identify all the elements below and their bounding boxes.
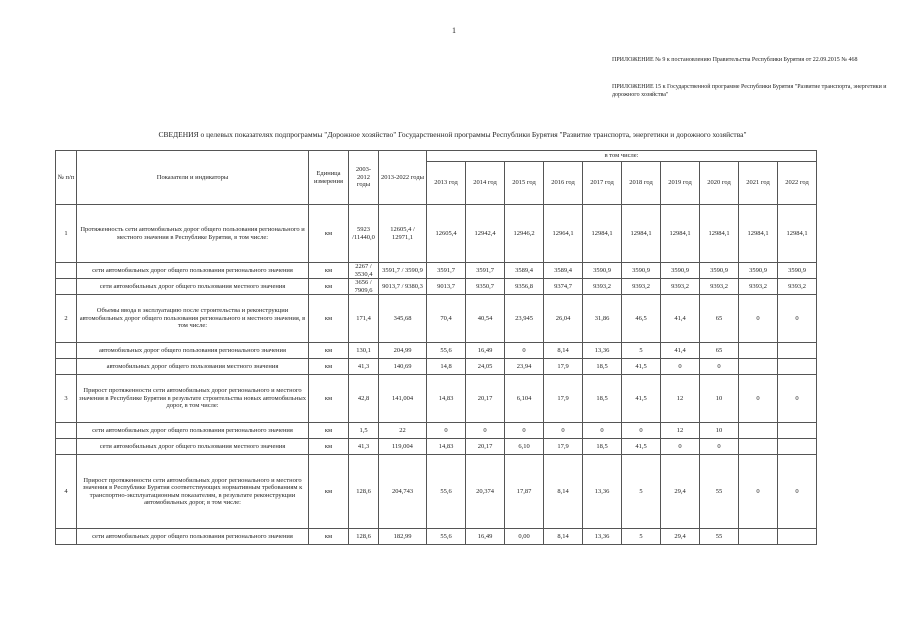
- year-value-cell: 12984,1: [622, 205, 661, 263]
- period-2003-2012-cell: 1,5: [349, 423, 379, 439]
- year-value-cell: 3589,4: [544, 263, 583, 279]
- year-value-cell: 3591,7: [427, 263, 466, 279]
- unit-cell: км: [309, 439, 349, 455]
- year-value-cell: 12605,4: [427, 205, 466, 263]
- period-2003-2012-cell: 2267 / 3530,4: [349, 263, 379, 279]
- indicator-name: сети автомобильных дорог общего пользования регионального значения: [77, 423, 309, 439]
- year-value-cell: 3590,9: [583, 263, 622, 279]
- row-number: 3: [56, 375, 77, 423]
- year-value-cell: 9393,2: [739, 279, 778, 295]
- year-value-cell: [739, 343, 778, 359]
- indicator-name: сети автомобильных дорог общего пользования регионального значения: [77, 263, 309, 279]
- year-value-cell: 46,5: [622, 295, 661, 343]
- table-row: [56, 343, 817, 359]
- table-row: [56, 529, 817, 545]
- year-value-cell: 0: [778, 375, 817, 423]
- year-value-cell: [739, 439, 778, 455]
- period-2003-2012-cell: 41,3: [349, 359, 379, 375]
- indicator-name: Прирост протяженности сети автомобильных дорог регионального и местного значения в Республике Бурятия в результате строительства новых автомобильных дорог, в том числе:: [77, 375, 309, 423]
- table-row: [56, 263, 817, 279]
- year-value-cell: 9393,2: [700, 279, 739, 295]
- year-value-cell: 9374,7: [544, 279, 583, 295]
- period-2013-2022-cell: 204,99: [379, 343, 427, 359]
- year-value-cell: 8,14: [544, 343, 583, 359]
- year-value-cell: 0: [544, 423, 583, 439]
- year-value-cell: 14,83: [427, 439, 466, 455]
- header-unit: Единица измерения: [309, 151, 349, 205]
- table-row: [56, 205, 817, 263]
- year-value-cell: 0,00: [505, 529, 544, 545]
- row-number: 4: [56, 455, 77, 529]
- year-value-cell: [739, 423, 778, 439]
- unit-cell: км: [309, 423, 349, 439]
- year-value-cell: [778, 529, 817, 545]
- year-value-cell: 9393,2: [778, 279, 817, 295]
- year-value-cell: 3590,9: [622, 263, 661, 279]
- year-value-cell: 3591,7: [466, 263, 505, 279]
- year-value-cell: 12: [661, 423, 700, 439]
- year-value-cell: 10: [700, 375, 739, 423]
- unit-cell: км: [309, 455, 349, 529]
- appendix-note-2: ПРИЛОЖЕНИЕ 15 к Государственной программе Республики Бурятия "Развитие транспорта, энергетики и дорожного хозяйства": [612, 84, 887, 98]
- indicator-name: Прирост протяженности сети автомобильных дорог регионального и местного значения в Республике Бурятия соответствующих нормативным требованиям к транспортно-эксплуатационным показателям, в результате реконструкции автомобильных дорог, в том числе:: [77, 455, 309, 529]
- year-value-cell: 29,4: [661, 529, 700, 545]
- period-2003-2012-cell: 3656 / 7909,6: [349, 279, 379, 295]
- year-value-cell: 55,6: [427, 343, 466, 359]
- year-value-cell: 0: [778, 295, 817, 343]
- year-value-cell: [778, 343, 817, 359]
- year-value-cell: 55,6: [427, 455, 466, 529]
- year-value-cell: 41,4: [661, 295, 700, 343]
- year-value-cell: 3590,9: [739, 263, 778, 279]
- period-2013-2022-cell: 12605,4 / 12971,1: [379, 205, 427, 263]
- year-value-cell: 12946,2: [505, 205, 544, 263]
- header-year: 2015 год: [505, 162, 544, 205]
- year-value-cell: 12964,1: [544, 205, 583, 263]
- unit-cell: км: [309, 295, 349, 343]
- year-value-cell: 16,49: [466, 343, 505, 359]
- year-value-cell: 0: [622, 423, 661, 439]
- year-value-cell: [778, 423, 817, 439]
- document-title: СВЕДЕНИЯ о целевых показателях подпрограммы "Дорожное хозяйство" Государственной программы Республики Бурятия "Развитие транспорта, энергетики и дорожного хозяйства": [158, 130, 747, 139]
- year-value-cell: 55,6: [427, 529, 466, 545]
- indicator-name: сети автомобильных дорог общего пользования местного значения: [77, 279, 309, 295]
- header-including: в том числе:: [427, 151, 817, 162]
- year-value-cell: 18,5: [583, 439, 622, 455]
- year-value-cell: 8,14: [544, 455, 583, 529]
- year-value-cell: 0: [505, 343, 544, 359]
- year-value-cell: 70,4: [427, 295, 466, 343]
- header-year: 2018 год: [622, 162, 661, 205]
- year-value-cell: 14,83: [427, 375, 466, 423]
- period-2003-2012-cell: 128,6: [349, 529, 379, 545]
- period-2013-2022-cell: 3591,7 / 3590,9: [379, 263, 427, 279]
- year-value-cell: 5: [622, 455, 661, 529]
- year-value-cell: 0: [505, 423, 544, 439]
- table-row: [56, 455, 817, 529]
- row-number: 1: [56, 205, 77, 263]
- period-2013-2022-cell: 141,004: [379, 375, 427, 423]
- indicator-name: сети автомобильных дорог общего пользования местного значения: [77, 439, 309, 455]
- year-value-cell: 8,14: [544, 529, 583, 545]
- year-value-cell: 55: [700, 529, 739, 545]
- year-value-cell: 0: [700, 439, 739, 455]
- year-value-cell: 41,5: [622, 359, 661, 375]
- period-2013-2022-cell: 22: [379, 423, 427, 439]
- period-2003-2012-cell: 41,3: [349, 439, 379, 455]
- year-value-cell: 29,4: [661, 455, 700, 529]
- header-year: 2020 год: [700, 162, 739, 205]
- year-value-cell: 12984,1: [739, 205, 778, 263]
- table-row: [56, 375, 817, 423]
- year-value-cell: 12942,4: [466, 205, 505, 263]
- period-2013-2022-cell: 140,69: [379, 359, 427, 375]
- row-number: [56, 263, 77, 279]
- year-value-cell: 41,5: [622, 375, 661, 423]
- period-2013-2022-cell: 119,004: [379, 439, 427, 455]
- year-value-cell: 65: [700, 295, 739, 343]
- indicator-name: сети автомобильных дорог общего пользования регионального значения: [77, 529, 309, 545]
- year-value-cell: [778, 439, 817, 455]
- year-value-cell: 9393,2: [583, 279, 622, 295]
- header-year: 2014 год: [466, 162, 505, 205]
- year-value-cell: 17,9: [544, 359, 583, 375]
- year-value-cell: 65: [700, 343, 739, 359]
- year-value-cell: 23,945: [505, 295, 544, 343]
- year-value-cell: 0: [661, 359, 700, 375]
- period-2013-2022-cell: 204,743: [379, 455, 427, 529]
- year-value-cell: 0: [739, 375, 778, 423]
- year-value-cell: 41,4: [661, 343, 700, 359]
- year-value-cell: 12: [661, 375, 700, 423]
- period-2003-2012-cell: 130,1: [349, 343, 379, 359]
- table-row: [56, 295, 817, 343]
- year-value-cell: 12984,1: [583, 205, 622, 263]
- unit-cell: км: [309, 529, 349, 545]
- period-2003-2012-cell: 5923 /11440,0: [349, 205, 379, 263]
- year-value-cell: 16,49: [466, 529, 505, 545]
- year-value-cell: 20,17: [466, 439, 505, 455]
- header-year: 2019 год: [661, 162, 700, 205]
- year-value-cell: 9356,8: [505, 279, 544, 295]
- unit-cell: км: [309, 279, 349, 295]
- period-2013-2022-cell: 182,99: [379, 529, 427, 545]
- indicator-name: автомобильных дорог общего пользования регионального значения: [77, 343, 309, 359]
- year-value-cell: [778, 359, 817, 375]
- year-value-cell: 41,5: [622, 439, 661, 455]
- year-value-cell: [739, 529, 778, 545]
- header-period-1: 2003-2012 годы: [349, 151, 379, 205]
- year-value-cell: 3589,4: [505, 263, 544, 279]
- year-value-cell: 17,87: [505, 455, 544, 529]
- period-2003-2012-cell: 171,4: [349, 295, 379, 343]
- period-2003-2012-cell: 42,8: [349, 375, 379, 423]
- header-year: 2013 год: [427, 162, 466, 205]
- year-value-cell: 0: [661, 439, 700, 455]
- row-number: 2: [56, 295, 77, 343]
- indicator-name: Протяженность сети автомобильных дорог общего пользования регионального и местного значения в Республике Бурятия, в том числе:: [77, 205, 309, 263]
- header-year: 2021 год: [739, 162, 778, 205]
- year-value-cell: 3590,9: [661, 263, 700, 279]
- year-value-cell: 24,05: [466, 359, 505, 375]
- header-year: 2022 год: [778, 162, 817, 205]
- year-value-cell: 26,04: [544, 295, 583, 343]
- year-value-cell: 20,374: [466, 455, 505, 529]
- year-value-cell: 12984,1: [700, 205, 739, 263]
- indicator-name: Объемы ввода в эксплуатацию после строительства и реконструкции автомобильных дорог общего пользования регионального и местного значения, в том числе:: [77, 295, 309, 343]
- header-year: 2017 год: [583, 162, 622, 205]
- year-value-cell: 5: [622, 529, 661, 545]
- year-value-cell: 13,36: [583, 529, 622, 545]
- table-row: [56, 423, 817, 439]
- year-value-cell: 14,8: [427, 359, 466, 375]
- year-value-cell: 17,9: [544, 439, 583, 455]
- year-value-cell: 9350,7: [466, 279, 505, 295]
- year-value-cell: 20,17: [466, 375, 505, 423]
- table-row: [56, 439, 817, 455]
- year-value-cell: 55: [700, 455, 739, 529]
- year-value-cell: 13,36: [583, 455, 622, 529]
- header-num: № п/п: [56, 151, 77, 205]
- row-number: [56, 529, 77, 545]
- year-value-cell: 9393,2: [661, 279, 700, 295]
- header-year: 2016 год: [544, 162, 583, 205]
- year-value-cell: 3590,9: [700, 263, 739, 279]
- unit-cell: км: [309, 375, 349, 423]
- unit-cell: км: [309, 205, 349, 263]
- year-value-cell: 12984,1: [778, 205, 817, 263]
- year-value-cell: 13,36: [583, 343, 622, 359]
- year-value-cell: 31,86: [583, 295, 622, 343]
- year-value-cell: 40,54: [466, 295, 505, 343]
- period-2003-2012-cell: 128,6: [349, 455, 379, 529]
- header-name: Показатели и индикаторы: [77, 151, 309, 205]
- period-2013-2022-cell: 9013,7 / 9380,3: [379, 279, 427, 295]
- year-value-cell: 6,104: [505, 375, 544, 423]
- unit-cell: км: [309, 263, 349, 279]
- year-value-cell: 0: [427, 423, 466, 439]
- year-value-cell: 10: [700, 423, 739, 439]
- indicator-name: автомобильных дорог общего пользования местного значения: [77, 359, 309, 375]
- unit-cell: км: [309, 343, 349, 359]
- year-value-cell: 0: [466, 423, 505, 439]
- row-number: [56, 423, 77, 439]
- table-row: [56, 279, 817, 295]
- header-period-2: 2013-2022 годы: [379, 151, 427, 205]
- period-2013-2022-cell: 345,68: [379, 295, 427, 343]
- row-number: [56, 359, 77, 375]
- year-value-cell: 5: [622, 343, 661, 359]
- year-value-cell: 0: [778, 455, 817, 529]
- year-value-cell: 0: [739, 455, 778, 529]
- year-value-cell: 0: [739, 295, 778, 343]
- row-number: [56, 439, 77, 455]
- row-number: [56, 279, 77, 295]
- page-number: 1: [452, 26, 456, 35]
- indicators-table: [55, 150, 817, 545]
- unit-cell: км: [309, 359, 349, 375]
- year-value-cell: 18,5: [583, 375, 622, 423]
- appendix-note-1: ПРИЛОЖЕНИЕ № 9 к постановлению Правительства Республики Бурятия от 22.09.2015 № 468: [612, 57, 858, 63]
- year-value-cell: 0: [700, 359, 739, 375]
- year-value-cell: 17,9: [544, 375, 583, 423]
- table-row: [56, 359, 817, 375]
- year-value-cell: 9013,7: [427, 279, 466, 295]
- year-value-cell: 3590,9: [778, 263, 817, 279]
- year-value-cell: 18,5: [583, 359, 622, 375]
- row-number: [56, 343, 77, 359]
- year-value-cell: 23,94: [505, 359, 544, 375]
- year-value-cell: 9393,2: [622, 279, 661, 295]
- year-value-cell: [739, 359, 778, 375]
- year-value-cell: 6,10: [505, 439, 544, 455]
- year-value-cell: 0: [583, 423, 622, 439]
- year-value-cell: 12984,1: [661, 205, 700, 263]
